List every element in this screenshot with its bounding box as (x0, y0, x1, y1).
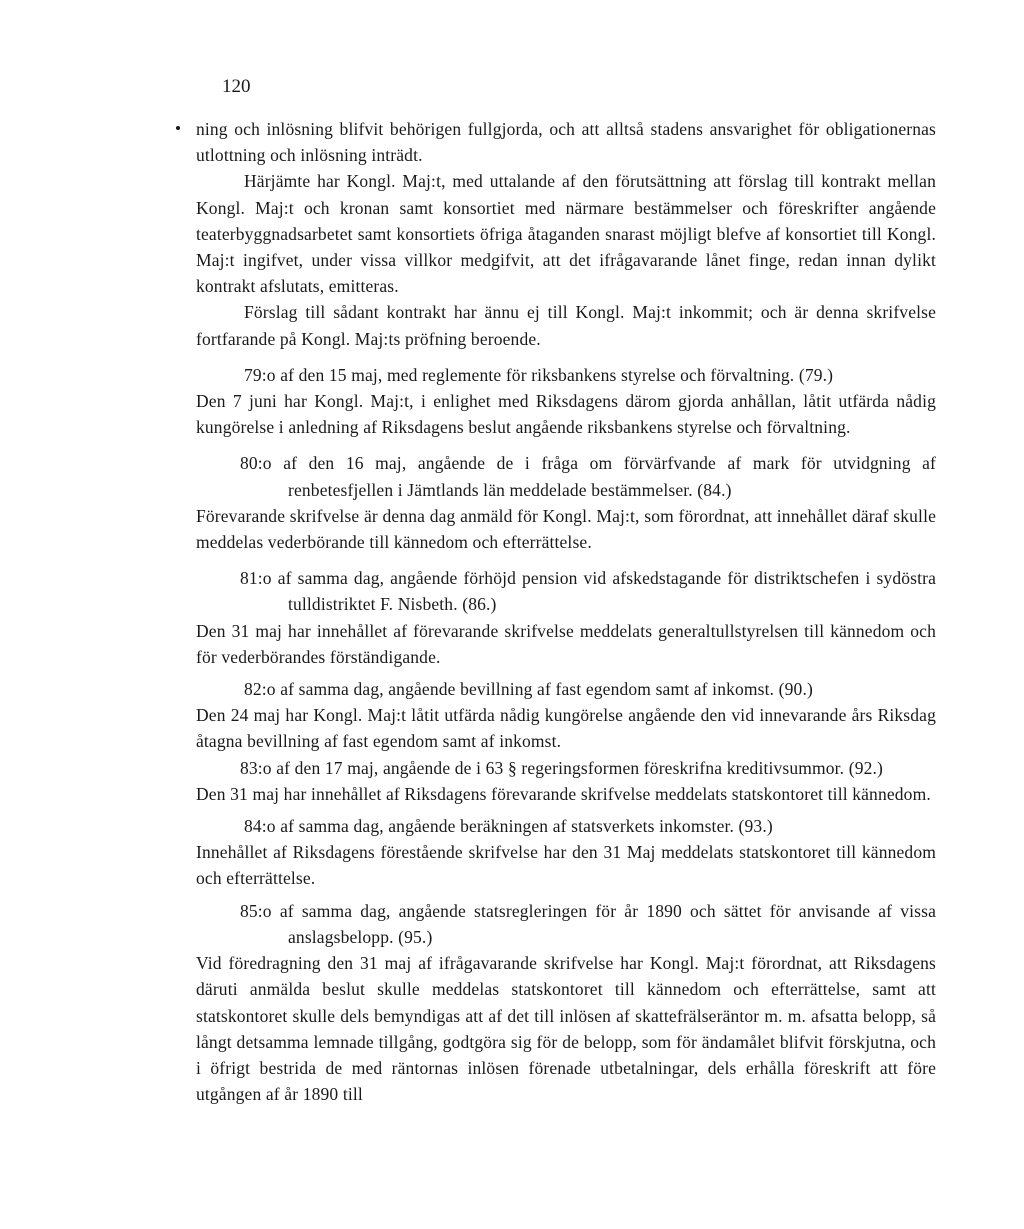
paragraph: Innehållet af Riksdagens förestående skrifvelse har den 31 Maj meddelats statskontoret till kännedom och efterrättelse. (196, 842, 936, 889)
page-number: 120 (222, 76, 251, 97)
list-item-heading: 85:o af samma dag, angående statsregleringen för år 1890 och sättet för anvisande af vissa anslagsbelopp. (95.) (240, 900, 936, 947)
list-item-heading: 81:o af samma dag, angående förhöjd pension vid afskedstagande för distriktschefen i sydöstra tulldistriktet F. Nisbeth. (86.) (240, 568, 936, 615)
paragraph: Den 31 maj har innehållet af förevarande skrifvelse meddelats generaltullstyrelsen till kännedom och för vederbörandes förständigande. (196, 620, 936, 667)
list-item-heading: 83:o af den 17 maj, angående de i 63 § regeringsformen föreskrifna kreditivsummor. (92.) (240, 757, 884, 778)
paragraph: Vid föredragning den 31 maj af ifrågavarande skrifvelse har Kongl. Maj:t förordnat, att Riksdagens däruti anmälda beslut skulle meddelas statskontoret till kännedom och efterrättelse, samt att statskontoret skulle dels bemyndigas att af det till inlösen af skattefrälseräntor m. m. afsatta belopp, så långt detsamma lemnade tillgång, godtgöra sig för de belopp, som för ändamålet blifvit förskjutna, och i öfrigt bestrida de med räntornas inlösen förenade utbetalningar, dels erhålla föreskrift att före utgången af år 1890 till (196, 953, 936, 1105)
stray-mark (176, 126, 180, 130)
paragraph: Förevarande skrifvelse är denna dag anmäld för Kongl. Maj:t, som förordnat, att innehållet däraf skulle meddelas vederbörande till kännedom och efterrättelse. (196, 505, 936, 553)
paragraph: Förslag till sådant kontrakt har ännu ej till Kongl. Maj:t inkommit; och är denna skrifvelse fortfarande på Kongl. Maj:ts pröfning beroende. (196, 302, 936, 349)
paragraph: Den 24 maj har Kongl. Maj:t låtit utfärda nådig kungörelse angående den vid innevarande års Riksdag åtagna bevillning af fast egendom samt af inkomst. (196, 705, 936, 752)
paragraph: Den 31 maj har innehållet af Riksdagens förevarande skrifvelse meddelats statskontoret till kännedom. (196, 783, 931, 804)
list-item-heading: 79:o af den 15 maj, med reglemente för riksbankens styrelse och förvaltning. (79.) (244, 364, 834, 385)
paragraph: Den 7 juni har Kongl. Maj:t, i enlighet med Riksdagens därom gjorda anhållan, låtit utfärda nådig kungörelse i anledning af Riksdagens beslut angående riksbankens styrelse och förvaltning. (196, 391, 936, 438)
text-body (196, 116, 936, 1107)
list-item-heading: 82:o af samma dag, angående bevillning af fast egendom samt af inkomst. (90.) (244, 679, 813, 700)
list-item-heading: 84:o af samma dag, angående beräkningen af statsverkets inkomster. (93.) (244, 816, 773, 837)
paragraph-continuation: ning och inlösning blifvit behörigen fullgjorda, och att alltså stadens ansvarighet för obligationernas utlottning och inlösning inträdt. (196, 119, 936, 166)
paragraph: Härjämte har Kongl. Maj:t, med uttalande af den förutsättning att förslag till kontrakt mellan Kongl. Maj:t och kronan samt konsortiet med närmare bestämmelser och föreskrifter angående teaterbyggnadsarbetet samt konsortiets öfriga åtaganden snarast möjligt blefve af konsortiet till Kongl. Maj:t ingifvet, under vissa villkor medgifvit, att det ifrågavarande lånet finge, redan innan dylikt kontrakt afslutats, emitteras. (196, 171, 936, 297)
list-item-heading: 80:o af den 16 maj, angående de i fråga om förvärfvande af mark för utvidgning af renbetesfjellen i Jämtlands län meddelade bestämmelser. (84.) (240, 453, 936, 500)
